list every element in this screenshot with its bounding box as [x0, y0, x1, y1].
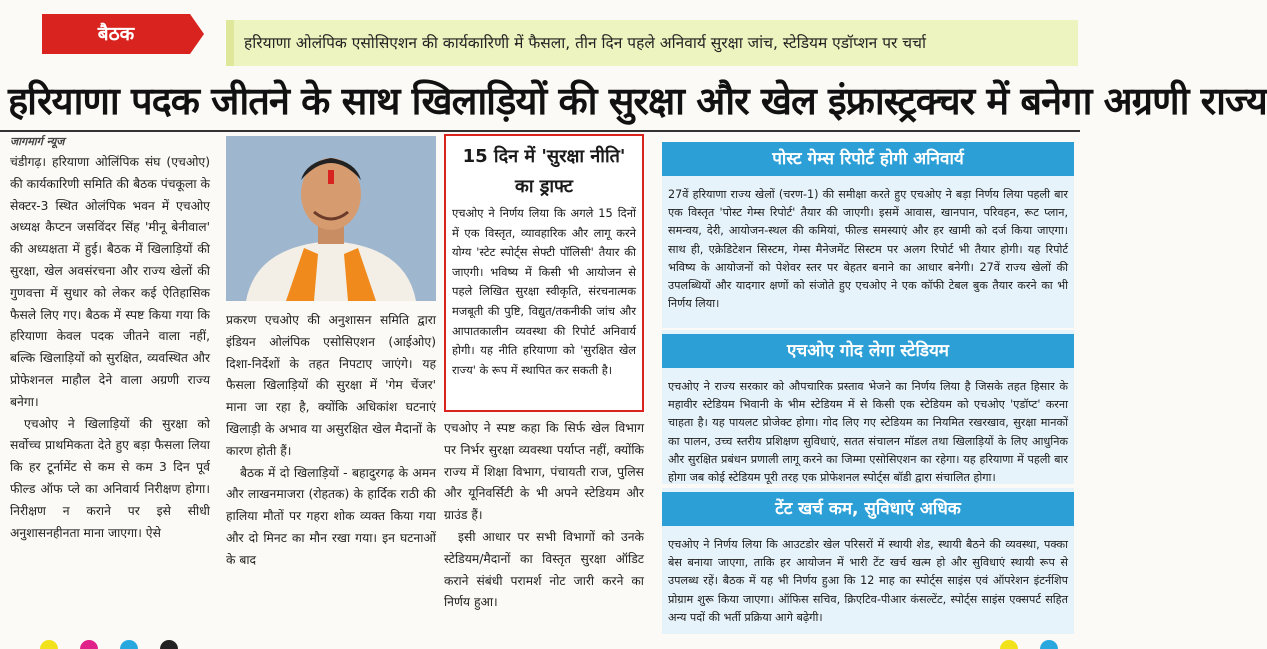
- headline: हरियाणा पदक जीतने के साथ खिलाड़ियों की सुरक्षा और खेल इंफ्रास्ट्रक्चर में बनेगा अग्रणी राज्य: [8, 79, 1267, 123]
- paragraph: प्रकरण एचओए की अनुशासन समिति द्वारा इंडियन ओलंपिक एसोसिएशन (आईओए) दिशा-निर्देशों के तहत निपटाए जाएंगे। यह फैसला खिलाड़ियों की सुरक्षा में 'गेम चेंजर' माना जा रहा है, क्योंकि अधिकांश घटनाएं खिलाड़ी के अभाव या असुरक्षित खेल मैदानों के कारण होती हैं।: [226, 313, 436, 458]
- article-column-2: [226, 310, 436, 642]
- byline: जागमार्ग न्यूज: [10, 135, 65, 148]
- sidebar-panel-post-games-report: [662, 142, 1074, 328]
- paragraph: एचओए ने खिलाड़ियों की सुरक्षा को सर्वोच्च प्राथमिकता देते हुए बड़ा फैसला लिया कि हर टूर्नामेंट से कम से कम 3 दिन पूर्व फील्ड ऑफ प्ले का अनिवार्य निरीक्षण होगा। निरीक्षण न कराने पर इसे सीधी अनुशासनहीनता माना जाएगा। ऐसे: [10, 416, 210, 540]
- registration-dot: [1040, 640, 1058, 649]
- panel-body: एचओए ने राज्य सरकार को औपचारिक प्रस्ताव भेजने का निर्णय लिया है जिसके तहत हिसार के महावीर स्टेडियम भिवानी के भीम स्टेडियम में से किसी एक स्टेडियम को एचओए 'एडॉप्ट' करना चाहता है। यह पायलट प्रोजेक्ट होगा। गोद लिए गए स्टेडियम का नियमित रखरखाव, सुरक्षा मानकों का पालन, उच्च स्तरीय प्रशिक्षण सुविधाएं, सतत संचालन मॉडल तथा खिलाड़ियों के लिए आधुनिक और सुरक्षित प्रबंधन प्रणाली लागू करने का जिम्मा एसोसिएशन का रहेगा। यह हरियाणा में पहली बार होगा जब कोई स्टेडियम पूरी तरह एक प्रोफेशनल स्पोर्ट्स बॉडी द्वारा संचालित होगा।: [668, 380, 1068, 485]
- registration-dot: [160, 640, 178, 649]
- paragraph: चंडीगढ़। हरियाणा ओलिंपिक संघ (एचओए) की कार्यकारिणी समिति की बैठक पंचकूला के सेक्टर-3 स्थित ओलंपिक भवन में एचओए अध्यक्ष कैप्टन जसविंदर सिंह 'मीनू बेनीवाल' की अध्यक्षता में हुई। बैठक में खिलाड़ियों की सुरक्षा, खेल अवसंरचना और राज्य खेलों की गुणवत्ता में सुधार को लेकर कई ऐतिहासिक फैसले लिए गए। बैठक में स्पष्ट किया गया कि हरियाणा केवल पदक जीतने वाला नहीं, बल्कि खिलाड़ियों को सुरक्षित, व्यवस्थित और प्रोफेशनल माहौल देने वाला अग्रणी राज्य बनेगा।: [10, 155, 210, 409]
- panel-body: एचओए ने निर्णय लिया कि आउटडोर खेल परिसरों में स्थायी शेड, स्थायी बैठने की व्यवस्था, पक्का बेस बनाया जाएगा, ताकि हर आयोजन में भारी टेंट खर्च खत्म हो और सुविधाएं स्थायी रूप से उपलब्ध रहें। बैठक में यह भी निर्णय हुआ कि 12 माह का स्पोर्ट्स साइंस एवं ऑपरेशन इंटर्नशिप प्रोग्राम शुरू किया जाएगा। ऑफिस सचिव, क्रिएटिव-पीआर कंसल्टेंट, स्पोर्ट्स साइंस एक्सपर्ट सहित अन्य पदों की भर्ती प्रक्रिया आगे बढ़ेगी।: [668, 538, 1068, 624]
- registration-dot: [40, 640, 58, 649]
- box-body: एचओए ने निर्णय लिया कि अगले 15 दिनों में एक विस्तृत, व्यावहारिक और लागू करने योग्य 'स्टेट स्पोर्ट्स सेफ्टी पॉलिसी' तैयार की जाएगी। भविष्य में किसी भी आयोजन से पहले लिखित सुरक्षा स्वीकृति, संरचनात्मक मजबूती की पुष्टि, विद्युत/तकनीकी जांच और आपातकालीन व्यवस्था की रिपोर्ट अनिवार्य होगी। यह नीति हरियाणा को 'सुरक्षित खेल राज्य' के रूप में स्थापित कर सकती है।: [452, 206, 636, 377]
- registration-dot: [1000, 640, 1018, 649]
- top-banner: हरियाणा ओलंपिक एसोसिएशन की कार्यकारिणी में फैसला, तीन दिन पहले अनिवार्य सुरक्षा जांच, स्टेडियम एडॉप्शन पर चर्चा: [226, 20, 1078, 66]
- sidebar-panel-tent-expense: [662, 488, 1074, 634]
- registration-dot: [120, 640, 138, 649]
- article-column-1: [10, 152, 210, 642]
- panel-title: टेंट खर्च कम, सुविधाएं अधिक: [662, 492, 1074, 526]
- paragraph: इसी आधार पर सभी विभागों को उनके स्टेडियम/मैदानों का विस्तृत सुरक्षा ऑडिट कराने संबंधी परामर्श नोट जारी करने का निर्णय हुआ।: [444, 529, 644, 610]
- headline-rule: [0, 130, 1080, 132]
- paragraph: एचओए ने स्पष्ट कहा कि सिर्फ खेल विभाग पर निर्भर सुरक्षा व्यवस्था पर्याप्त नहीं, क्योंकि राज्य में शिक्षा विभाग, पंचायती राज, पुलिस और यूनिवर्सिटी के भी अपने स्टेडियम और ग्राउंड हैं।: [444, 421, 644, 523]
- panel-title: एचओए गोद लेगा स्टेडियम: [662, 334, 1074, 368]
- sidebar-panel-stadium-adoption: [662, 330, 1074, 484]
- paragraph: बैठक में दो खिलाड़ियों - बहादुरगढ़ के अमन और लाखनमाजरा (रोहतक) के हार्दिक राठी की हालिया मौतों पर गहरा शोक व्यक्त किया गया और दो मिनट का मौन रखा गया। इन घटनाओं के बाद: [226, 465, 436, 567]
- portrait-illustration: [226, 136, 436, 301]
- policy-box: [444, 134, 644, 412]
- panel-title: पोस्ट गेम्स रिपोर्ट होगी अनिवार्य: [662, 142, 1074, 176]
- registration-dot: [80, 640, 98, 649]
- print-color-marks: [0, 640, 1080, 649]
- panel-body: 27वें हरियाणा राज्य खेलों (चरण-1) की समीक्षा करते हुए एचओए ने बड़ा निर्णय लिया पहली बार एक विस्तृत 'पोस्ट गेम्स रिपोर्ट' तैयार की जाएगी। इसमें आवास, खानपान, परिवहन, रूट प्लान, समन्वय, देरी, आयोजन-स्थल की कमियां, फील्ड समस्याएं और हर खामी को दर्ज किया जाएगा। साथ ही, एक्रेडिटेशन सिस्टम, गेम्स मैनेजमेंट सिस्टम पर अलग रिपोर्ट भी तैयार होगी। यह रिपोर्ट भविष्य के आयोजनों को पेशेवर स्तर पर बेहतर बनाने का आधार बनेगी। 27वें राज्य खेलों की उपलब्धियों और यादगार क्षणों को संजोते हुए एचओए ने एक कॉफी टेबल बुक तैयार करने का भी निर्णय लिया।: [668, 188, 1068, 311]
- section-tag: बैठक: [42, 14, 190, 54]
- portrait-photo: [226, 136, 436, 301]
- article-column-3: [444, 418, 644, 642]
- box-title: 15 दिन में 'सुरक्षा नीति' का ड्राफ्ट: [462, 146, 626, 197]
